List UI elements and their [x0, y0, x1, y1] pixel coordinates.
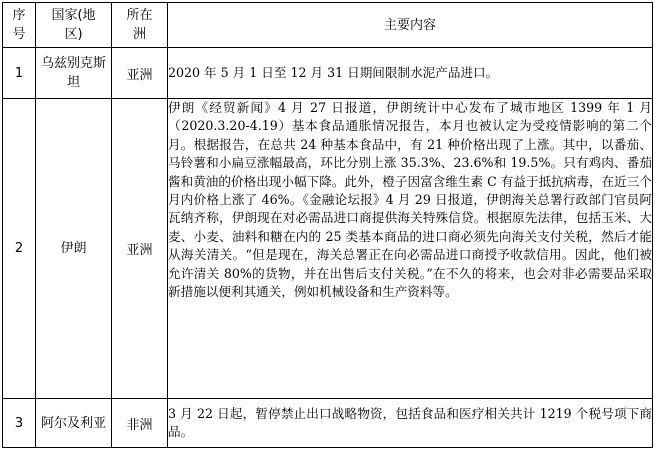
row-index: 2 [3, 99, 36, 399]
table-row [3, 48, 653, 99]
row-country: 阿尔及利亚 [36, 399, 112, 448]
row-content: 3 月 22 日起，暂停禁止出口战略物资，包括食品和医疗相关共计 1219 个税号项下商品。 [168, 399, 653, 448]
table-row [3, 99, 653, 399]
row-continent: 亚洲 [112, 48, 168, 99]
row-country: 乌兹别克斯坦 [36, 48, 112, 99]
table-row [3, 399, 653, 448]
row-content: 伊朗《经贸新闻》4 月 27 日报道，伊朗统计中心发布了城市地区 1399 年 1 月（2020.3.20-4.19）基本食品通胀情况报告，本月也被认定为受疫情影响的第二个月。根据报告，在总共 24 种基本食品中，有 21 种价格出现了上涨。其中，以番茄、马铃薯和小扁豆涨幅最高，环比分别上涨 35.3%、23.6%和 19.5%。只有鸡肉、番茄酱和黄油的价格出现小幅下降。此外，橙子因富含维生素 C 有益于抵抗病毒，在近三个月内价格上涨了 46%。《金融论坛报》4 月 29 日报道，伊朗海关总署行政部门官员阿瓦纳齐称，伊朗现在对必需品进口商提供海关特殊信贷。根据原先法律，包括玉米、大麦、小麦、油料和糖在内的 25 类基本商品的进口商必须先向海关支付关税，然后才能从海关清关。“但是现在，海关总署正在向必需品进口商授予收款信用。因此，他们被允许清关 80%的货物，并在出售后支付关税。”在不久的将来，也会对非必需要品采取新措施以便利其通关，例如机械设备和生产资料等。 [168, 99, 653, 399]
header-row [3, 3, 653, 48]
header-content: 主要内容 [168, 3, 653, 48]
row-continent: 非洲 [112, 399, 168, 448]
row-continent: 亚洲 [112, 99, 168, 399]
row-index: 1 [3, 48, 36, 99]
header-country: 国家(地区) [36, 3, 112, 48]
row-country: 伊朗 [36, 99, 112, 399]
measures-table [2, 2, 653, 448]
row-index: 3 [3, 399, 36, 448]
header-continent: 所在洲 [112, 3, 168, 48]
row-content: 2020 年 5 月 1 日至 12 月 31 日期间限制水泥产品进口。 [168, 48, 653, 99]
header-index: 序号 [3, 3, 36, 48]
